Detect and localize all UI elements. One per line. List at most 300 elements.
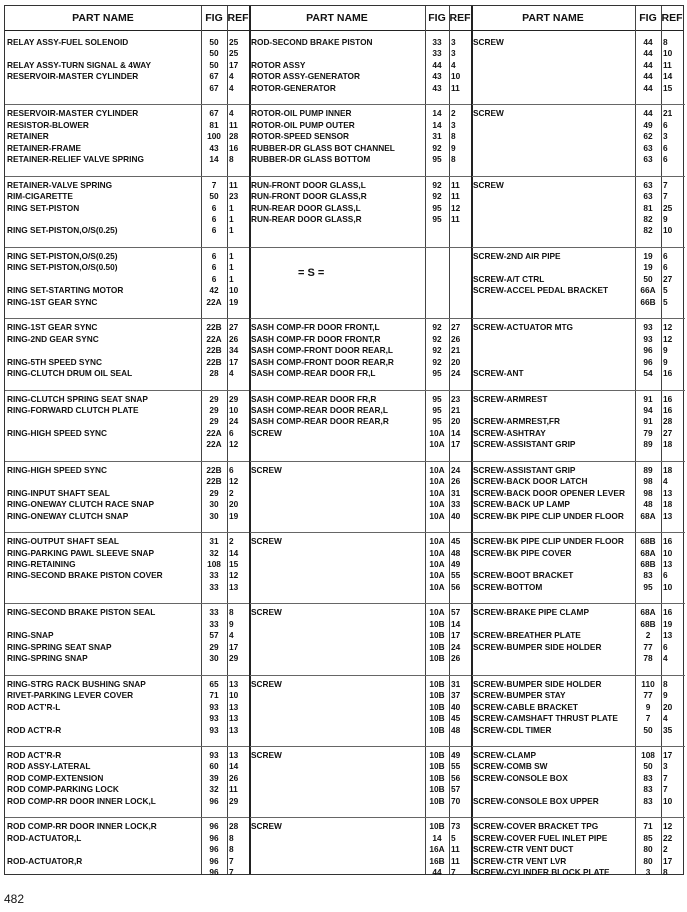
group-separator — [5, 390, 249, 391]
ref-cell: 13 — [663, 559, 673, 569]
ref-cell: 13 — [229, 750, 239, 760]
fig-cell: 63 — [643, 142, 653, 153]
part-name-cell: SASH COMP-REAR DOOR REAR,R — [251, 416, 389, 427]
fig-cell: 68B — [640, 536, 656, 547]
part-name-cell — [251, 784, 423, 796]
part-name-cell — [251, 630, 423, 642]
fig-cell: 65 — [209, 678, 219, 689]
part-name-cell — [251, 833, 423, 845]
ref-cell: 24 — [451, 368, 461, 378]
ref-cell: 20 — [451, 356, 461, 367]
ref-cell: 48 — [451, 547, 461, 558]
ref-cell: 14 — [663, 71, 673, 82]
ref-cell: 6 — [663, 262, 668, 273]
fig-cell: 78 — [643, 653, 653, 664]
ref-cell: 7 — [663, 191, 668, 202]
ref-cell: 12 — [663, 322, 673, 333]
fig-cell: 100 — [207, 131, 221, 142]
part-name-cell — [251, 476, 423, 488]
part-name-cell — [251, 619, 423, 631]
fig-cell: 10A — [429, 499, 445, 510]
fig-cell: 29 — [209, 393, 219, 404]
ref-cell: 13 — [663, 487, 673, 498]
fig-cell: 29 — [209, 404, 219, 415]
fig-cell: 85 — [643, 832, 653, 843]
part-name-cell: RUBBER-DR GLASS BOT CHANNEL — [251, 142, 395, 153]
ref-cell: 4 — [663, 476, 668, 487]
part-name-cell — [473, 225, 633, 237]
part-name-cell: SCREW-COVER FUEL INLET PIPE — [473, 832, 608, 843]
ref-cell: 21 — [663, 108, 673, 119]
group-separator — [5, 176, 249, 177]
fig-cell: 81 — [643, 202, 653, 213]
ref-cell: 18 — [663, 439, 673, 450]
fig-cell: 6 — [211, 262, 217, 273]
part-name-cell: ROD COMP-EXTENSION — [7, 772, 104, 783]
part-name-cell — [251, 225, 423, 237]
fig-cell: 96 — [643, 356, 653, 367]
part-name-cell: ROD COMP-RR DOOR INNER LOCK,R — [7, 821, 157, 832]
group-separator — [250, 176, 471, 177]
fig-cell: 50 — [643, 761, 653, 772]
ref-cell: 17 — [451, 439, 461, 450]
ref-cell: 55 — [451, 761, 461, 772]
part-name-cell — [473, 120, 633, 132]
part-name-cell: RING SET-STARTING MOTOR — [7, 285, 124, 296]
part-name-cell — [473, 334, 633, 346]
ref-cell: 9 — [229, 618, 234, 629]
part-name-cell: SCREW-CTR VENT DUCT — [473, 844, 574, 855]
ref-cell: 2 — [229, 487, 234, 498]
fig-cell: 3 — [645, 867, 651, 878]
part-name-cell: RING-SPRING SNAP — [7, 653, 88, 664]
ref-cell: 11 — [451, 213, 460, 224]
fig-cell: 50 — [209, 48, 219, 59]
part-name-cell — [7, 867, 199, 879]
fig-cell: 10A — [429, 510, 445, 521]
fig-cell: 44 — [643, 71, 653, 82]
fig-cell: 77 — [643, 690, 653, 701]
part-name-cell: RING-INPUT SHAFT SEAL — [7, 487, 110, 498]
header-ref: REF — [661, 12, 683, 24]
ref-cell: 7 — [229, 867, 234, 878]
fig-cell: 77 — [643, 641, 653, 652]
header-part-name: PART NAME — [72, 12, 134, 24]
fig-cell: 32 — [209, 547, 219, 558]
ref-cell: 3 — [663, 761, 668, 772]
fig-cell: 67 — [209, 82, 219, 93]
part-name-cell: SCREW-CLAMP — [473, 750, 536, 760]
fig-cell: 92 — [432, 179, 442, 190]
fig-cell: 10A — [429, 570, 445, 581]
ref-cell: 45 — [451, 713, 461, 724]
ref-cell: 49 — [451, 750, 461, 760]
ref-cell: 56 — [451, 581, 461, 592]
ref-cell: 17 — [229, 59, 239, 70]
part-name-cell: SCREW — [473, 179, 504, 190]
group-separator — [472, 104, 685, 105]
part-name-cell: RING-HIGH SPEED SYNC — [7, 464, 108, 475]
fig-cell: 50 — [209, 37, 219, 47]
fig-cell — [425, 262, 449, 274]
part-name-cell — [251, 844, 423, 856]
part-name-cell: RUBBER-DR GLASS BOTTOM — [251, 154, 371, 165]
ref-cell: 12 — [451, 202, 461, 213]
fig-cell: 6 — [211, 273, 217, 284]
fig-cell: 14 — [432, 108, 442, 119]
group-separator — [250, 746, 471, 747]
part-name-cell: SASH COMP-REAR DOOR FR,L — [251, 368, 376, 378]
fig-cell: 44 — [643, 59, 653, 70]
ref-cell: 13 — [229, 701, 239, 712]
fig-cell: 16A — [429, 844, 445, 855]
ref-cell: 7 — [229, 855, 234, 866]
fig-cell: 2 — [645, 630, 651, 641]
group-separator — [5, 532, 249, 533]
fig-cell: 49 — [643, 119, 653, 130]
fig-cell: 98 — [643, 476, 653, 487]
fig-cell: 50 — [643, 724, 653, 735]
part-name-cell: RING-ONEWAY CLUTCH SNAP — [7, 510, 129, 521]
part-name-cell: RIM-CIGARETTE — [7, 191, 73, 202]
ref-cell: 31 — [451, 487, 461, 498]
fig-cell: 60 — [209, 761, 219, 772]
ref-cell: 12 — [229, 439, 239, 450]
part-name-cell: ROD ACT'R-R — [7, 724, 62, 735]
fig-cell: 28 — [209, 368, 219, 378]
part-name-cell: ROD-SECOND BRAKE PISTON — [251, 37, 373, 47]
group-separator — [250, 532, 471, 533]
fig-cell: 10A — [429, 487, 445, 498]
part-name-cell — [251, 262, 423, 274]
ref-cell: 24 — [229, 416, 239, 427]
ref-cell: 12 — [229, 570, 239, 581]
ref-cell — [449, 251, 473, 263]
ref-cell: 7 — [663, 772, 668, 783]
fig-cell: 33 — [209, 607, 219, 618]
ref-cell: 6 — [663, 119, 668, 130]
header-fig: FIG — [639, 12, 657, 24]
part-name-cell: SCREW-COVER BRACKET TPG — [473, 821, 599, 832]
fig-cell: 14 — [432, 832, 442, 843]
group-separator — [472, 746, 685, 747]
part-name-cell — [251, 488, 423, 500]
ref-cell: 29 — [229, 393, 239, 404]
fig-cell: 96 — [209, 832, 219, 843]
part-name-cell: SCREW — [473, 37, 504, 47]
fig-cell: 95 — [432, 213, 442, 224]
ref-cell: 13 — [229, 581, 239, 592]
ref-cell: 7 — [451, 867, 456, 878]
fig-cell: 81 — [209, 119, 219, 130]
fig-cell: 63 — [643, 179, 653, 190]
fig-cell: 83 — [643, 795, 653, 806]
part-name-cell: RETAINER-RELIEF VALVE SPRING — [7, 154, 144, 165]
fig-cell: 68B — [640, 618, 656, 629]
fig-cell: 68A — [640, 510, 656, 521]
part-name-cell: SCREW-CONSOLE BOX — [473, 772, 568, 783]
fig-cell: 39 — [209, 772, 219, 783]
part-name-cell — [473, 653, 633, 665]
part-name-cell: SCREW — [251, 607, 282, 618]
part-name-cell — [251, 570, 423, 582]
group-separator — [472, 247, 685, 248]
fig-cell: 10B — [429, 678, 445, 689]
fig-cell: 10B — [429, 641, 445, 652]
ref-cell: 28 — [229, 131, 239, 142]
fig-cell: 22B — [206, 464, 222, 475]
part-name-cell: SCREW-BRAKE PIPE CLAMP — [473, 607, 589, 618]
fig-cell: 67 — [209, 108, 219, 119]
fig-cell: 68B — [640, 559, 656, 569]
part-name-cell: SASH COMP-FRONT DOOR REAR,L — [251, 345, 393, 356]
fig-cell: 10B — [429, 821, 445, 832]
part-name-cell: ROTOR-OIL PUMP OUTER — [251, 119, 355, 130]
part-name-cell: SCREW-ASSISTANT GRIP — [473, 439, 576, 450]
ref-cell: 4 — [229, 82, 234, 93]
ref-cell: 24 — [451, 641, 461, 652]
fig-cell: 10B — [429, 772, 445, 783]
ref-cell: 8 — [229, 607, 234, 618]
part-name-cell: ROD ACT'R-R — [7, 750, 62, 760]
fig-cell: 29 — [209, 416, 219, 427]
fig-cell: 10A — [429, 581, 445, 592]
ref-cell: 10 — [229, 690, 239, 701]
ref-cell: 8 — [451, 154, 456, 165]
fig-cell: 33 — [209, 570, 219, 581]
part-name-cell: RING-SPRING SEAT SNAP — [7, 641, 112, 652]
group-separator — [250, 104, 471, 105]
ref-cell: 15 — [229, 559, 239, 569]
part-name-cell — [251, 274, 423, 286]
ref-cell: 16 — [663, 393, 673, 404]
part-name-cell: RING-5TH SPEED SYNC — [7, 356, 102, 367]
fig-cell: 10A — [429, 536, 445, 547]
page-number: 482 — [4, 892, 25, 906]
part-name-cell: SASH COMP-FR DOOR FRONT,R — [251, 333, 381, 344]
part-name-cell — [7, 416, 199, 428]
group-separator — [250, 461, 471, 462]
fig-cell: 6 — [211, 225, 217, 236]
part-name-cell — [473, 559, 633, 571]
fig-cell: 16B — [429, 855, 445, 866]
ref-cell: 16 — [663, 404, 673, 415]
fig-cell: 10A — [429, 476, 445, 487]
ref-cell: 6 — [229, 427, 234, 438]
part-name-cell — [473, 143, 633, 155]
part-name-cell: ROTOR ASSY-GENERATOR — [251, 71, 360, 82]
part-name-cell: RING-HIGH SPEED SYNC — [7, 427, 108, 438]
fig-cell: 29 — [209, 641, 219, 652]
fig-cell: 96 — [209, 844, 219, 855]
ref-cell: 16 — [229, 142, 239, 153]
group-separator — [5, 746, 249, 747]
fig-cell: 44 — [432, 867, 442, 878]
ref-cell: 4 — [229, 368, 234, 378]
part-name-cell: SCREW-CABLE BRACKET — [473, 701, 578, 712]
fig-cell: 6 — [211, 213, 217, 224]
ref-cell: 8 — [229, 844, 234, 855]
part-name-cell: RING-SNAP — [7, 630, 54, 641]
ref-cell: 12 — [663, 333, 673, 344]
part-name-cell: ROD-ACTUATOR,L — [7, 832, 82, 843]
part-name-cell — [251, 285, 423, 297]
part-name-cell: SASH COMP-FRONT DOOR REAR,R — [251, 356, 394, 367]
ref-cell: 57 — [451, 607, 461, 618]
part-name-cell — [7, 214, 199, 226]
fig-cell: 108 — [207, 559, 221, 569]
ref-cell: 1 — [229, 262, 234, 273]
ref-cell: 45 — [451, 536, 461, 547]
fig-cell: 50 — [209, 59, 219, 70]
part-name-cell: RUN-REAR DOOR GLASS,L — [251, 202, 361, 213]
part-name-cell — [473, 619, 633, 631]
ref-cell: 70 — [451, 795, 461, 806]
part-name-cell: RING SET-PISTON,O/S(0.25) — [7, 225, 118, 236]
part-name-cell: SCREW-COMB SW — [473, 761, 548, 772]
fig-cell: 63 — [643, 191, 653, 202]
ref-cell: 9 — [663, 345, 668, 356]
ref-cell: 3 — [451, 119, 456, 130]
part-name-cell: RING SET-PISTON — [7, 202, 80, 213]
part-name-cell: SCREW-BREATHER PLATE — [473, 630, 581, 641]
part-name-cell: SCREW-CAMSHAFT THRUST PLATE — [473, 713, 618, 724]
fig-cell: 43 — [209, 142, 219, 153]
part-name-cell: SCREW-ARMREST — [473, 393, 548, 404]
group-separator — [5, 461, 249, 462]
ref-cell: 13 — [229, 678, 239, 689]
fig-cell: 43 — [432, 71, 442, 82]
ref-cell: 4 — [663, 713, 668, 724]
ref-cell — [449, 225, 473, 237]
ref-cell: 11 — [229, 784, 238, 795]
group-separator — [472, 532, 685, 533]
part-name-cell: SCREW — [251, 536, 282, 547]
ref-cell: 17 — [229, 356, 239, 367]
group-separator — [472, 675, 685, 676]
fig-cell: 68A — [640, 547, 656, 558]
part-name-cell: RETAINER — [7, 131, 49, 142]
part-name-cell: RELAY ASSY-TURN SIGNAL & 4WAY — [7, 59, 151, 70]
fig-cell: 33 — [209, 581, 219, 592]
ref-cell: 8 — [663, 867, 668, 878]
fig-cell: 14 — [432, 119, 442, 130]
fig-cell: 22B — [206, 345, 222, 356]
ref-cell: 17 — [663, 855, 673, 866]
fig-cell: 57 — [209, 630, 219, 641]
part-name-cell: RETAINER-FRAME — [7, 142, 82, 153]
ref-cell: 23 — [229, 191, 239, 202]
fig-cell: 31 — [432, 131, 442, 142]
ref-cell: 8 — [229, 154, 234, 165]
part-name-cell — [473, 357, 633, 369]
ref-cell — [449, 297, 473, 309]
part-name-cell: ROD ASSY-LATERAL — [7, 761, 91, 772]
ref-cell: 5 — [663, 296, 668, 307]
ref-cell: 14 — [229, 547, 239, 558]
part-name-cell — [251, 642, 423, 654]
fig-cell: 94 — [643, 404, 653, 415]
part-name-cell — [251, 702, 423, 714]
ref-cell: 26 — [229, 333, 239, 344]
ref-cell: 10 — [663, 225, 673, 236]
part-name-cell: SCREW-CDL TIMER — [473, 724, 552, 735]
ref-cell: 17 — [229, 641, 239, 652]
part-name-cell: SCREW-ASHTRAY — [473, 427, 546, 438]
section-marker: = S = — [298, 267, 325, 279]
fig-cell: 96 — [209, 855, 219, 866]
ref-cell: 2 — [229, 536, 234, 547]
ref-cell: 29 — [229, 795, 239, 806]
ref-cell — [449, 285, 473, 297]
part-name-cell — [473, 191, 633, 203]
ref-cell: 28 — [229, 821, 239, 832]
fig-cell: 96 — [209, 867, 219, 878]
ref-cell: 6 — [663, 641, 668, 652]
part-name-cell: ROD-ACTUATOR,R — [7, 855, 83, 866]
part-name-cell — [473, 203, 633, 215]
part-name-cell — [473, 48, 633, 60]
part-name-cell — [251, 773, 423, 785]
fig-cell: 91 — [643, 416, 653, 427]
fig-cell: 96 — [209, 795, 219, 806]
ref-cell: 13 — [229, 724, 239, 735]
fig-cell: 48 — [643, 499, 653, 510]
part-name-cell: RESERVOIR-MASTER CYLINDER — [7, 71, 139, 82]
fig-cell: 22A — [206, 427, 222, 438]
ref-cell: 5 — [451, 832, 456, 843]
ref-cell: 6 — [663, 570, 668, 581]
fig-cell: 66B — [640, 296, 656, 307]
part-name-cell: SASH COMP-REAR DOOR REAR,L — [251, 404, 388, 415]
ref-cell: 12 — [229, 476, 239, 487]
ref-cell: 19 — [229, 296, 239, 307]
part-name-cell: SCREW — [251, 464, 282, 475]
ref-cell: 4 — [451, 59, 456, 70]
part-name-cell: SCREW-BOOT BRACKET — [473, 570, 574, 581]
ref-cell: 14 — [451, 427, 461, 438]
ref-cell: 2 — [451, 108, 456, 119]
part-name-cell — [7, 713, 199, 725]
part-name-cell — [251, 559, 423, 571]
ref-cell: 12 — [663, 821, 673, 832]
fig-cell: 44 — [643, 48, 653, 59]
part-name-cell — [7, 274, 199, 286]
part-name-cell: SCREW — [251, 678, 282, 689]
part-name-cell — [251, 690, 423, 702]
part-name-cell — [7, 844, 199, 856]
ref-cell: 23 — [451, 393, 461, 404]
part-name-cell: SCREW-ANT — [473, 368, 524, 378]
ref-cell: 6 — [663, 154, 668, 165]
ref-cell: 26 — [451, 653, 461, 664]
fig-cell: 30 — [209, 510, 219, 521]
ref-cell: 37 — [451, 690, 461, 701]
part-name-cell: RING-STRG RACK BUSHING SNAP — [7, 678, 146, 689]
group-separator — [5, 603, 249, 604]
header-part-name: PART NAME — [306, 12, 368, 24]
part-name-cell: RING SET-PISTON,O/S(0.25) — [7, 250, 118, 261]
ref-cell: 15 — [663, 82, 673, 93]
part-name-cell — [7, 582, 199, 594]
part-name-cell: RING-2ND GEAR SYNC — [7, 333, 99, 344]
ref-cell: 21 — [451, 345, 461, 356]
fig-cell: 83 — [643, 784, 653, 795]
part-name-cell: SCREW-BACK UP LAMP — [473, 499, 570, 510]
part-name-cell — [251, 511, 423, 523]
ref-cell: 27 — [229, 322, 239, 333]
ref-cell: 10 — [451, 71, 461, 82]
